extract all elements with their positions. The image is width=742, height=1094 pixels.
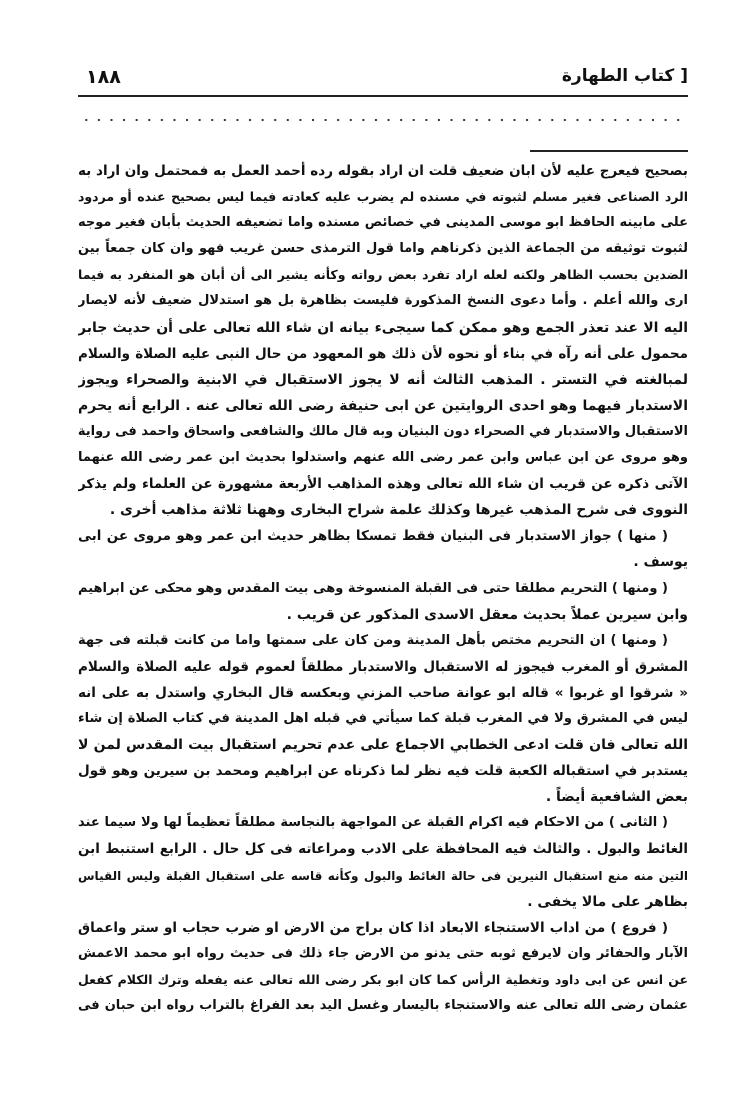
text-line: يستدبر في استقباله الكعبة قلت فيه نظر لما ذكرناه عن ابراهيم ومحمد بن سيرين وهو قول: [78, 763, 688, 780]
text-line: التين منه منع استقبال النيرين فى حالة الغائط والبول وكأنه قاسه على استقبال القبلة وليس القياس: [78, 868, 688, 883]
text-line: على مابينه الحافظ ابو موسى المدينى في خصائص مسنده واما تضعيفه الحديث بأبان فغير موجه: [78, 215, 688, 231]
text-line: عن انس عن ابى داود وتغطية الرأس كما كان ابو بكر رضى الله تعالى عنه يفعله وترك الكلام كفعل: [78, 971, 688, 987]
text-line: عثمان رضى الله تعالى عنه والاستنجاء باليسار وغسل اليد بعد الفراغ بالتراب رواه ابن حبان فى: [78, 998, 688, 1013]
short-rule: [530, 150, 688, 152]
text-line: الاستدبار فيهما وهو احدى الروايتين عن ابى حنيفة رضى الله تعالى عنه . الرابع أنه يحرم: [78, 397, 688, 414]
text-line: الاستقبال والاستدبار في الصحراء دون البنيان وبه قال مالك والشافعى واسحاق واحمد فى رواية: [78, 423, 688, 439]
text-line: بظاهر على مالا يخفى .: [527, 893, 688, 910]
text-line: وهو مروى عن ابن عباس وابن عمر رضى الله عنهم واستدلوا بحديث ابن عمر رضى الله عنهما: [78, 450, 688, 466]
text-line: ( ومنها ) ان التحريم مختص بأهل المدينة ومن كان على سمتها واما من كانت قبلته فى جهة: [78, 632, 668, 648]
text-line: بعض الشافعية أيضاً .: [545, 789, 688, 806]
text-line: وابن سيرين عملاً بحديث معقل الاسدى المذكور عن قريب .: [286, 606, 688, 623]
text-line: اليه الا عند تعذر الجمع وهو ممكن كما سيجىء بيانه ان شاء الله تعالى على أن حديث جابر: [78, 319, 688, 336]
text-line: ليس في المشرق ولا في المغرب قبلة كما سيأتي في قبله اهل المدينة في كتاب الصلاة إن شاء: [78, 710, 688, 726]
text-line: ( فروع ) من اداب الاستنجاء الابعاد اذا كان براح من الارض او ضرب حجاب او ستر واعماق: [78, 919, 668, 936]
text-line: النووى فى شرح المذهب غيرها وكذلك علمة شراح البخارى وههنا ثلاثة مذاهب أخرى .: [109, 502, 688, 519]
text-line: لثبوت توثيقه من الجماعة الذين ذكرناهم واما قول الترمذى حسن غريب فهو وان كان جمعاً بين: [78, 241, 688, 257]
text-line: المشرق أو المغرب فيجوز له الاستقبال والاستدبار مطلقاً لعموم قوله عليه الصلاة والسلام: [78, 658, 688, 675]
text-line: الآبار والحفائر وان لايرفع ثوبه حتى يدنو من الارض جاء ذلك فى حديث رواه ابو محمد الاعمش: [78, 945, 688, 961]
text-line: ( ومنها ) التحريم مطلقا حتى فى القبلة المنسوخة وهى بيت المقدس وهو محكى عن ابراهيم: [78, 580, 668, 596]
text-line: الغائط والبول . والثالث فيه المحافظة على الادب ومراعاته فى كل حال . الرابع استنبط ابن: [78, 841, 688, 858]
text-line: الضدين بحسب الظاهر ولكنه لعله اراد تفرد بعض رواته وكأنه يشير الى أن أبان هو المنفرد به فيما: [78, 267, 688, 283]
chapter-title: [ كتاب الطهارة: [561, 66, 688, 86]
text-line: ( منها ) جواز الاستدبار فى البنيان فقط تمسكا بظاهر حديث ابن عمر وهو مروى عن ابى: [78, 528, 668, 545]
text-line: لمبالغته في التستر . المذهب الثالث أنه لا يجوز الاستقبال في الابنية والصحراء ويجوز: [78, 371, 688, 388]
dotted-separator: [80, 118, 688, 122]
text-line: ( الثانى ) من الاحكام فيه اكرام القبلة عن المواجهة بالنجاسة مطلقاً تعظيماً لها ولا سيما عند: [78, 815, 668, 831]
text-line: الله تعالى فان قلت ادعى الخطابي الاجماع على عدم تحريم استقبال بيت المقدس لمن لا: [78, 737, 688, 754]
text-line: الرد الصناعى فغير مسلم لثبوته في مسنده لم يضرب عليه كعادته فيما ليس بصحيح عنده أو مردود: [78, 189, 688, 205]
header-rule: [78, 95, 688, 97]
text-line: يوسف .: [633, 554, 688, 571]
text-line: ارى والله أعلم . وأما دعوى النسخ المذكورة فليست بظاهرة بل هو استدلال ضعيف لأنه لايصار: [78, 293, 688, 309]
text-line: محمول على أنه رآه في بناء أو نحوه لأن ذلك هو المعهود من حال النبى عليه الصلاة والسلام: [78, 345, 688, 362]
text-line: الآتى ذكره عن قريب ان شاء الله تعالى وهذه المذاهب الأربعة مشهورة عن العلماء ولم يذكر: [78, 476, 688, 493]
page-number: ١٨٨: [86, 66, 121, 88]
page-body: [78, 158, 688, 1019]
text-line: بصحيح فيعرج عليه لأن ابان ضعيف قلت ان اراد بقوله رده أحمد العمل به فمحتمل وان اراد به: [78, 163, 688, 179]
text-line: « شرقوا او غربوا » قاله ابو عوانة صاحب المزني وبعكسه قال البخاري واستدل به على انه: [78, 684, 688, 701]
